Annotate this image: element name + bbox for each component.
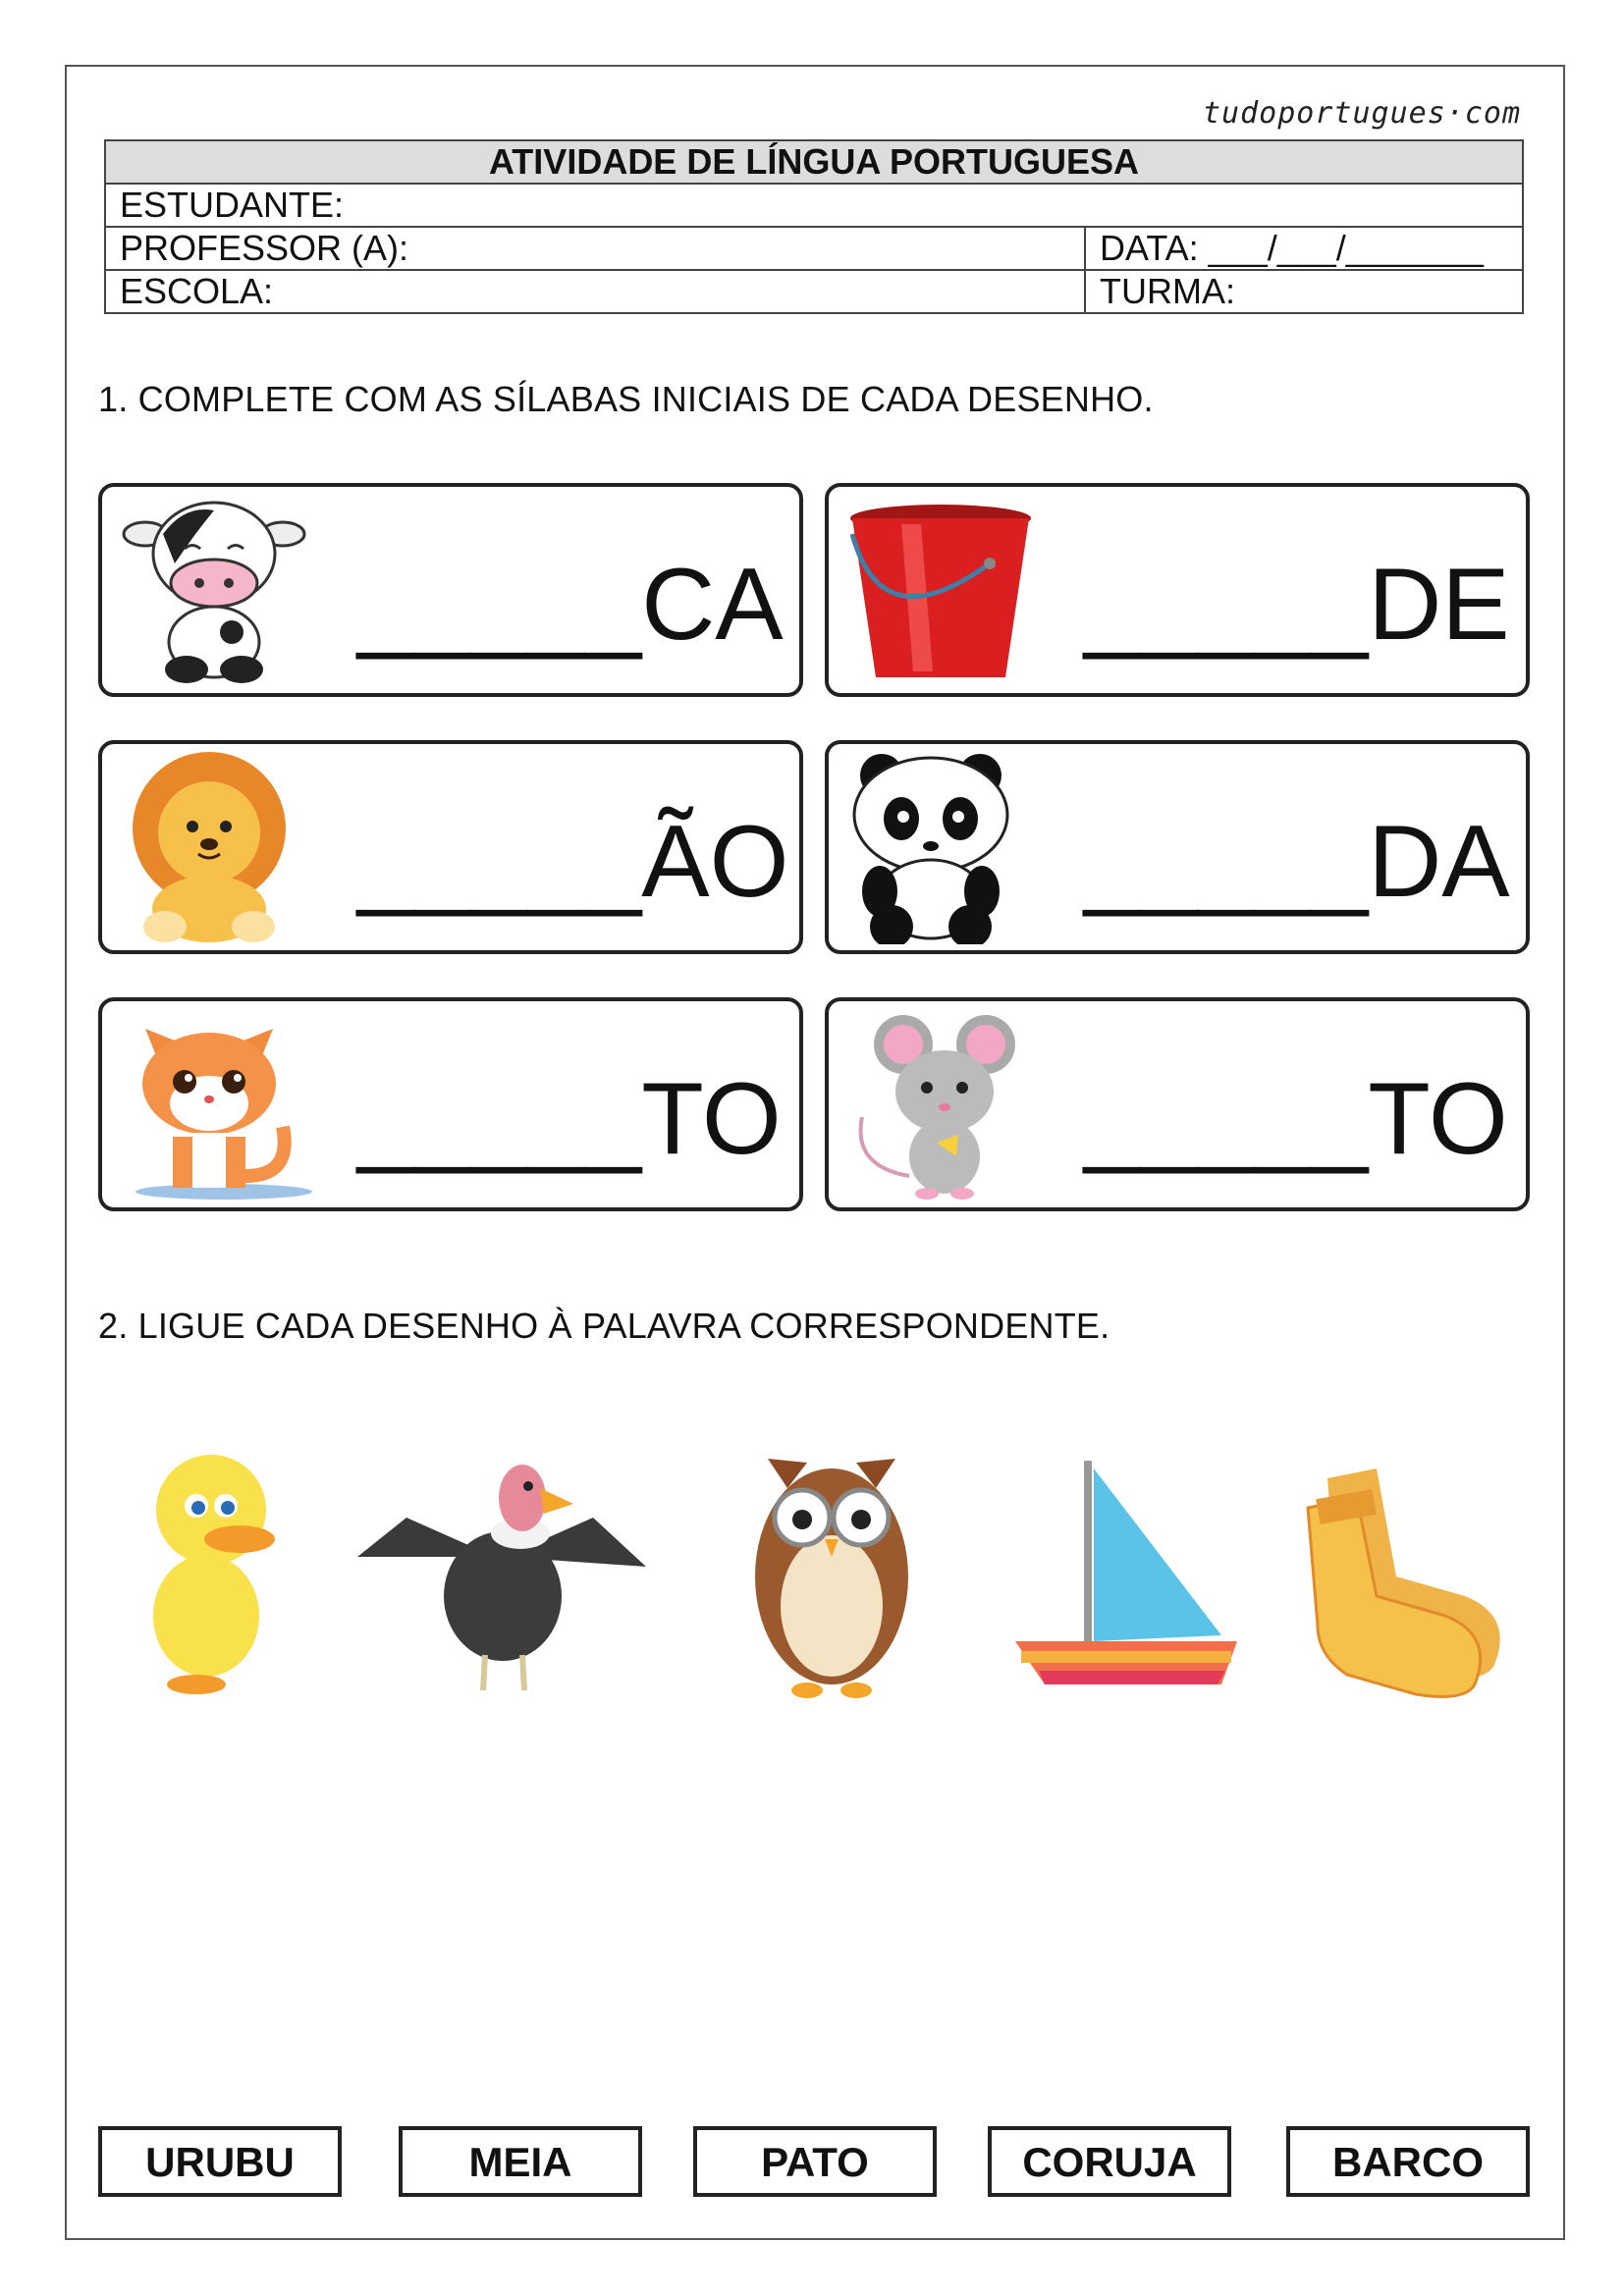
duck-icon[interactable]	[137, 1449, 285, 1704]
syllable-card	[98, 483, 803, 697]
worksheet-title: ATIVIDADE DE LÍNGUA PORTUGUESA	[105, 140, 1523, 184]
school-field[interactable]: ESCOLA:	[105, 270, 1085, 313]
cat-icon	[116, 1009, 312, 1201]
syllable-blank[interactable]: _____DA	[1084, 805, 1510, 919]
class-field[interactable]: TURMA:	[1085, 270, 1523, 313]
syllable-card	[98, 997, 803, 1211]
word-box[interactable]: BARCO	[1286, 2126, 1530, 2197]
syllable-blank[interactable]: _____ÃO	[357, 805, 789, 919]
word-box[interactable]: PATO	[693, 2126, 937, 2197]
site-watermark: tudoportugues·com	[1202, 96, 1521, 131]
syllable-card	[98, 740, 803, 954]
vulture-icon[interactable]	[348, 1449, 656, 1704]
sailboat-icon[interactable]	[1015, 1449, 1237, 1704]
syllable-blank[interactable]: _____CA	[357, 548, 784, 662]
question-1-instruction: 1. COMPLETE COM AS SÍLABAS INICIAIS DE CADA DESENHO.	[98, 379, 1154, 419]
cow-icon	[116, 495, 312, 687]
date-field[interactable]: DATA: ___/___/_______	[1085, 227, 1523, 270]
syllable-blank[interactable]: _____TO	[1084, 1062, 1508, 1176]
word-box[interactable]: MEIA	[399, 2126, 642, 2197]
lion-icon	[116, 752, 312, 944]
owl-icon[interactable]	[748, 1449, 915, 1704]
bucket-icon	[842, 495, 1039, 687]
syllable-card	[825, 740, 1530, 954]
question-2-instruction: 2. LIGUE CADA DESENHO À PALAVRA CORRESPONDENTE.	[98, 1306, 1110, 1346]
student-field[interactable]: ESTUDANTE:	[105, 184, 1523, 227]
teacher-field[interactable]: PROFESSOR (A):	[105, 227, 1085, 270]
header-table	[104, 139, 1524, 314]
syllable-card	[825, 997, 1530, 1211]
syllable-blank[interactable]: _____DE	[1084, 548, 1510, 662]
word-box[interactable]: CORUJA	[988, 2126, 1231, 2197]
syllable-blank[interactable]: _____TO	[357, 1062, 782, 1176]
panda-icon	[842, 752, 1039, 944]
word-box[interactable]: URUBU	[98, 2126, 342, 2197]
syllable-card	[825, 483, 1530, 697]
socks-icon[interactable]	[1298, 1449, 1524, 1704]
mouse-icon	[842, 1009, 1039, 1201]
